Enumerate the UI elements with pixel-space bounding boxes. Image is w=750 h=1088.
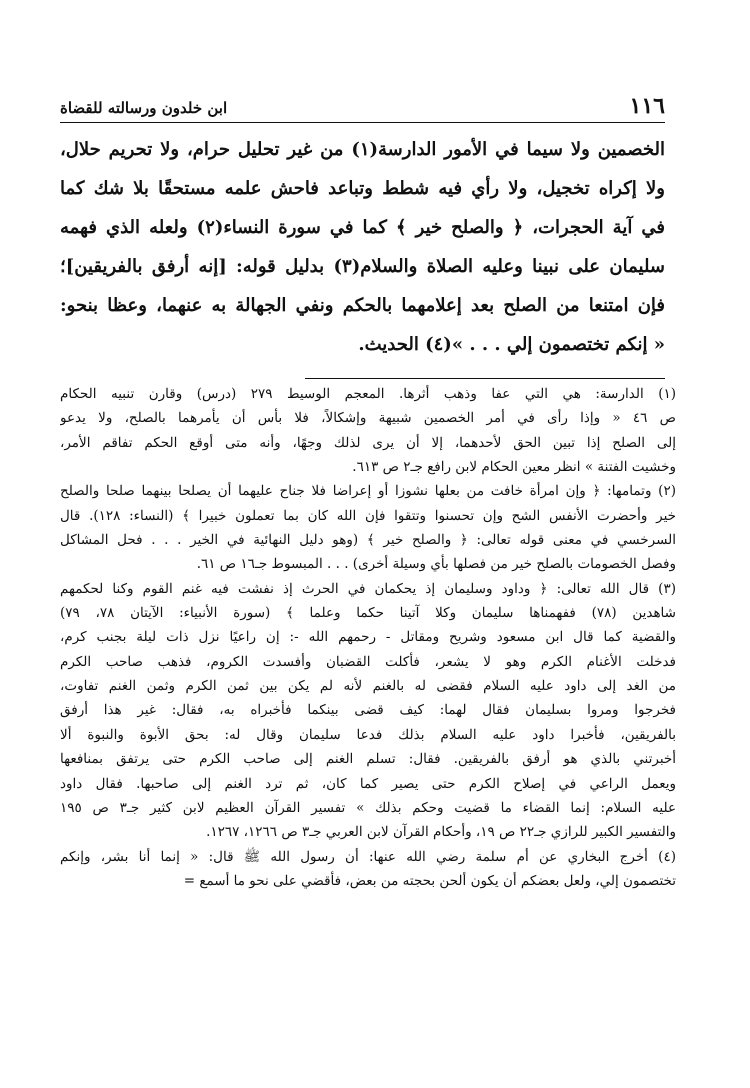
footnote-line: من الغد إلى داود عليه السلام فقضى له بالغنم لأنه لم يكن بين ثمن الكرم وثمن الغنم تفاوت، — [60, 678, 676, 695]
body-line: فإن امتنعا من الصلح بعد إعلامهما بالحكم ونفي الجهالة به عنهما، وعظا بنحو: — [60, 295, 665, 316]
footnote-line: ص ٤٦ « وإذا رأى في أمر الخصمين شبيهة وإشكالاً، فلا بأس أن يأمرهما بالصلح، ولا يدعو — [60, 410, 676, 427]
footnote-line: عليه السلام: إنما القضاء ما قضيت وحكم بذلك » تفسير القرآن العظيم لابن كثير جـ٣ ص ١٩٥ — [60, 799, 676, 816]
footnote-line: فخرجوا ومروا بسليمان فقال لهما: كيف قضى بينكما فأخبراه به، فقال: غير هذا أرفق — [60, 702, 676, 719]
footnote-line: وفصل الخصومات بالصلح خير من فصلها بأي وسيلة أخرى) . . . المبسوط جـ١٦ ص ٦١. — [196, 556, 676, 573]
body-line: الخصمين ولا سيما في الأمور الدارسة(١) من غير تحليل حرام، ولا تحريم حلال، — [60, 139, 665, 160]
footnote-separator — [305, 378, 665, 379]
body-line: « إنكم تختصمون إلي . . . »(٤) الحديث. — [358, 334, 665, 355]
body-line: سليمان على نبينا وعليه الصلاة والسلام(٣) بدليل قوله: [إنه أرفق بالفريقين]؛ — [60, 256, 665, 277]
footnote-line: والتفسير الكبير للرازي جـ٢٢ ص ١٩، وأحكام القرآن لابن العربي جـ٣ ص ١٢٦٦، ١٢٦٧. — [206, 824, 676, 841]
footnote-line: شاهدين (٧٨) ففهمناها سليمان وكلا آتينا حكما وعلما ﴾ (سورة الأنبياء: الآيتان ٧٨، ٧٩) — [60, 605, 676, 622]
main-text — [60, 130, 665, 364]
footnote-line: السرخسي في معنى قوله تعالى: ﴿ والصلح خير ﴾ (وهو دليل النهائية في الخير . . . فحل المشاكل — [60, 532, 676, 549]
footnote-line: إلى الصلح إذا تبين الحق لأحدهما، إلا أن يرى لذلك وجهًا، وأنه متى أوقع الحكم تفاقم الأمر، — [60, 434, 676, 451]
body-line: ولا إكراه تخجيل، ولا رأي فيه شطط وتباعد فاحش علمه مستحقًا بلا شك كما — [60, 178, 665, 199]
footnote-line: ويعمل الراعي في إصلاح الكرم حتى يصير كما كان، ثم ترد الغنم إلى صاحبها. فقال داود — [60, 775, 676, 792]
page-number: ١١٦ — [629, 93, 665, 119]
body-line: في آية الحجرات، ﴿ والصلح خير ﴾ كما في سورة النساء(٢) ولعله الذي فهمه — [60, 217, 665, 238]
footnote-line: (١) الدارسة: هي التي عفا وذهب أثرها. المعجم الوسيط ٢٧٩ (درس) وقارن تنبيه الحكام — [60, 386, 676, 402]
footnote-line: (٢) وتمامها: ﴿ وإن امرأة خافت من بعلها نشوزا أو إعراضا فلا جناح عليهما أن يصلحا بينهما صلحا والصلح — [60, 483, 676, 500]
running-title: ابن خلدون ورسالته للقضاة — [60, 99, 228, 117]
footnotes — [60, 382, 676, 893]
footnote-line: خير وأحضرت الأنفس الشح وإن تحسنوا وتتقوا فإن الله كان بما تعملون خبيرا ﴾ (النساء: ١٢٨). قال — [60, 507, 676, 524]
footnote-line: (٤) أخرج البخاري عن أم سلمة رضي الله عنها: أن رسول الله ﷺ قال: « إنما أنا بشر، وإنكم — [60, 848, 676, 865]
footnote-line: تختصمون إلي، ولعل بعضكم أن يكون ألحن بحجته من بعض، فأقضي على نحو ما أسمع = — [183, 872, 676, 889]
page-header — [60, 92, 665, 123]
footnote-line: (٣) قال الله تعالى: ﴿ وداود وسليمان إذ يحكمان في الحرث إذ نفشت فيه غنم القوم وكنا لحكمهم — [60, 580, 676, 597]
footnote-line: بالفريقين، فأخبرا داود عليه السلام بذلك فدعا سليمان وقال له: بحق الأبوة والنبوة ألا — [60, 726, 676, 743]
footnote-line: فدخلت الأغنام الكرم وهو لا يشعر، فأكلت القضبان وأفسدت الكروم، فذهب صاحب الكرم — [60, 653, 676, 670]
footnote-line: والقضية كما قال ابن مسعود وشريح ومقاتل - رحمهم الله -: إن راعيًا نزل ذات ليلة بجنب كرم، — [60, 629, 676, 646]
footnote-line: وخشيت الفتنة » انظر معين الحكام لابن رافع جـ٢ ص ٦١٣. — [352, 459, 676, 476]
footnote-line: أخبرتني بالذي هو أرفق بالفريقين. فقال: تسلم الغنم إلى صاحب الكرم حتى يرتفق بمنافعها — [60, 751, 676, 768]
